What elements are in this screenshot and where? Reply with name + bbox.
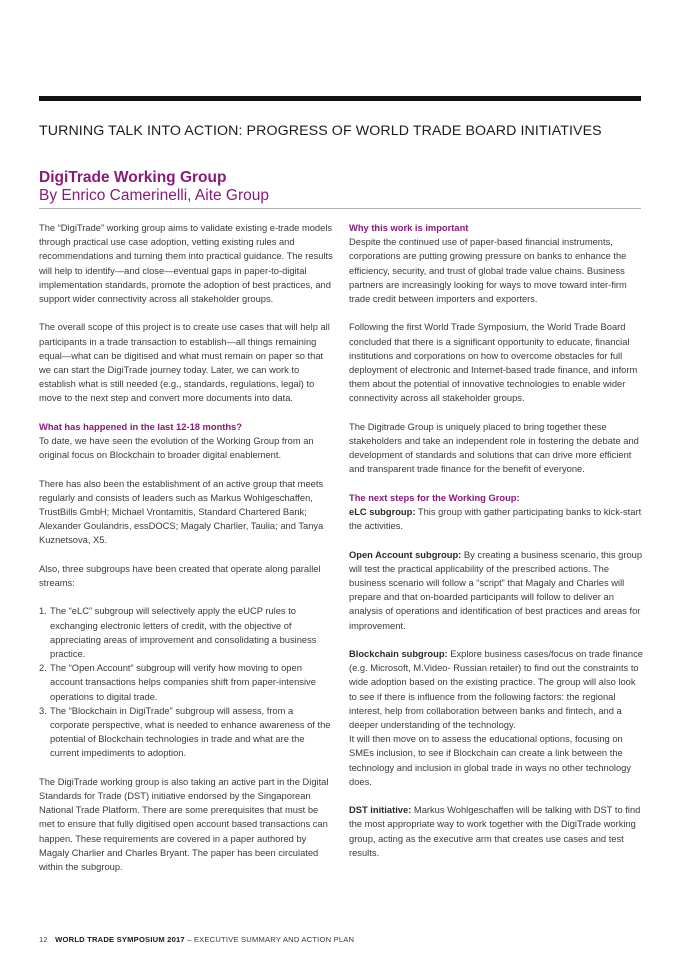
subgroup-list	[39, 604, 335, 760]
paragraph-text: Explore business cases/focus on trade finance (e.g. Microsoft, M.Video- Russian retailer) to find out the constraints to wide adoption based on the existing practice. The group will also look to see if there is influence from the following factors: the regional interest, help from collaboration between banks and fintech, and a deeper understanding of the technology.	[349, 649, 643, 731]
lead-label: Blockchain subgroup:	[349, 649, 448, 660]
lead-label: Open Account subgroup:	[349, 549, 462, 560]
section-title: TURNING TALK INTO ACTION: PROGRESS OF WORLD TRADE BOARD INITIATIVES	[39, 123, 602, 139]
paragraph: Also, three subgroups have been created that operate along parallel streams:	[39, 563, 321, 589]
paragraph: The “DigiTrade” working group aims to validate existing e-trade models through practical use case adoption, vetting existing rules and recommendations and turning them into practical guidance. The results will help to identify—and close—eventual gaps in paper-to-digital implementation standards, promote the adoption of best practices, and support wider connectivity across all stakeholder groups.	[39, 223, 333, 305]
page-footer	[39, 935, 354, 944]
paragraph-blockchain	[349, 647, 644, 732]
right-column	[349, 221, 644, 874]
list-number: 2.	[39, 663, 47, 674]
list-item	[39, 661, 335, 704]
paragraph-elc	[349, 505, 644, 533]
lead-label: DST initiative:	[349, 805, 412, 816]
paragraph-text: Markus Wohlgeschaffen will be talking with DST to find the most appropriate way to work together with the DigiTrade working group, acting as the executive arm that creates use cases and test results.	[349, 805, 641, 858]
subheading-last-months: What has happened in the last 12-18 months?	[39, 421, 242, 432]
paragraph-open-account	[349, 548, 644, 633]
paragraph: It will then move on to assess the educational options, focusing on SMEs inclusion, to see if Blockchain can create a link between the technology and inclusion in global trade in ways no other technology does.	[349, 734, 632, 787]
list-item-text: The “Blockchain in DigiTrade” subgroup will assess, from a corporate perspective, what is needed to enhance awareness of the potential of Blockchain technologies in trade and what are the current impediments to adoption.	[50, 705, 331, 759]
article-header	[39, 169, 641, 209]
list-item	[39, 704, 335, 761]
list-item-text: The “Open Account” subgroup will verify how moving to open account transactions helps companies shift from paper-intensive operations to digital trade.	[50, 663, 316, 702]
top-rule	[39, 96, 641, 101]
paragraph: Despite the continued use of paper-based financial instruments, corporations are putting growing pressure on banks to enhance the efficiency, security, and trust of global trade value chains. Business partners are increasingly looking for ways to move toward inter-firm trade credit between importers and exporters.	[349, 237, 627, 305]
list-number: 3.	[39, 705, 47, 716]
article-heading: DigiTrade Working Group	[39, 169, 227, 186]
paragraph-text: This group with gather participating banks to kick-start the activities.	[349, 507, 642, 532]
lead-label: eLC subgroup:	[349, 507, 416, 518]
paragraph: Following the first World Trade Symposium, the World Trade Board concluded that there is a significant opportunity to educate, financial institutions and corporations on how to overcome obstacles for full deployment of electronic and Internet-based trade finance, and inform them about the potential of innovative technologies to enable wider connectivity across all stakeholder groups.	[349, 322, 638, 404]
list-item	[39, 604, 335, 661]
list-item-text: The “eLC” subgroup will selectively apply the eUCP rules to exchanging electronic letters of credit, with the objective of appreciating areas of improvement and consolidating a business practice.	[50, 606, 317, 660]
subheading-next-steps: The next steps for the Working Group:	[349, 492, 520, 503]
footer-subtitle: – EXECUTIVE SUMMARY AND ACTION PLAN	[184, 935, 355, 944]
paragraph: The DigiTrade working group is also taking an active part in the Digital Standards for Trade (DST) initiative endorsed by the Singaporean National Trade Platform. There are some prerequisites that must be met to ensure that fully digitised open account based transactions can happen. These requirements are covered in a paper authored by Magaly Charlier and Charles Bryant. The paper has been circulated within the subgroup.	[39, 776, 329, 873]
page-number: 12	[39, 935, 48, 944]
paragraph-text: By creating a business scenario, this group will test the practical applicability of the prescribed actions. The business scenario will follow a “script” that Magaly and Charles will prepare and that on-boarded participants will follow to deliver an analysis of operations and identification of best practices and areas for improvement.	[349, 549, 643, 631]
paragraph: There has also been the establishment of an active group that meets regularly and consists of leaders such as Markus Wohlgeschaffen, TrustBills GmbH; Michael Vrontamitis, Standard Chartered Bank; Alexander Goulandris, essDOCS; Magaly Charlier, Taulia; and Tanya Kuznetsova, X5.	[39, 478, 324, 546]
paragraph: The Digitrade Group is uniquely placed to bring together these stakeholders and take an independent role in fostering the debate and development of standards and solutions that can drive more efficient and transparent trade finance for the benefit of everyone.	[349, 421, 639, 475]
paragraph: To date, we have seen the evolution of the Working Group from an original focus on Blockchain to broader digital enablement.	[39, 436, 314, 461]
list-number: 1.	[39, 606, 47, 617]
article-byline: By Enrico Camerinelli, Aite Group	[39, 187, 270, 204]
subheading-why-important: Why this work is important	[349, 223, 469, 233]
footer-event-name: WORLD TRADE SYMPOSIUM 2017	[55, 935, 185, 944]
paragraph: The overall scope of this project is to create use cases that will help all participants in a trade transaction to establish—all things remaining equal—what can be digitised and what must remain on paper so that we can start the DigiTrade journey today. Later, we can work to establish what is still needed (e.g., standards, regulations, legal) to move to the next step and convert more documents into data.	[39, 322, 330, 404]
left-column	[39, 221, 335, 888]
paragraph-dst	[349, 803, 644, 860]
